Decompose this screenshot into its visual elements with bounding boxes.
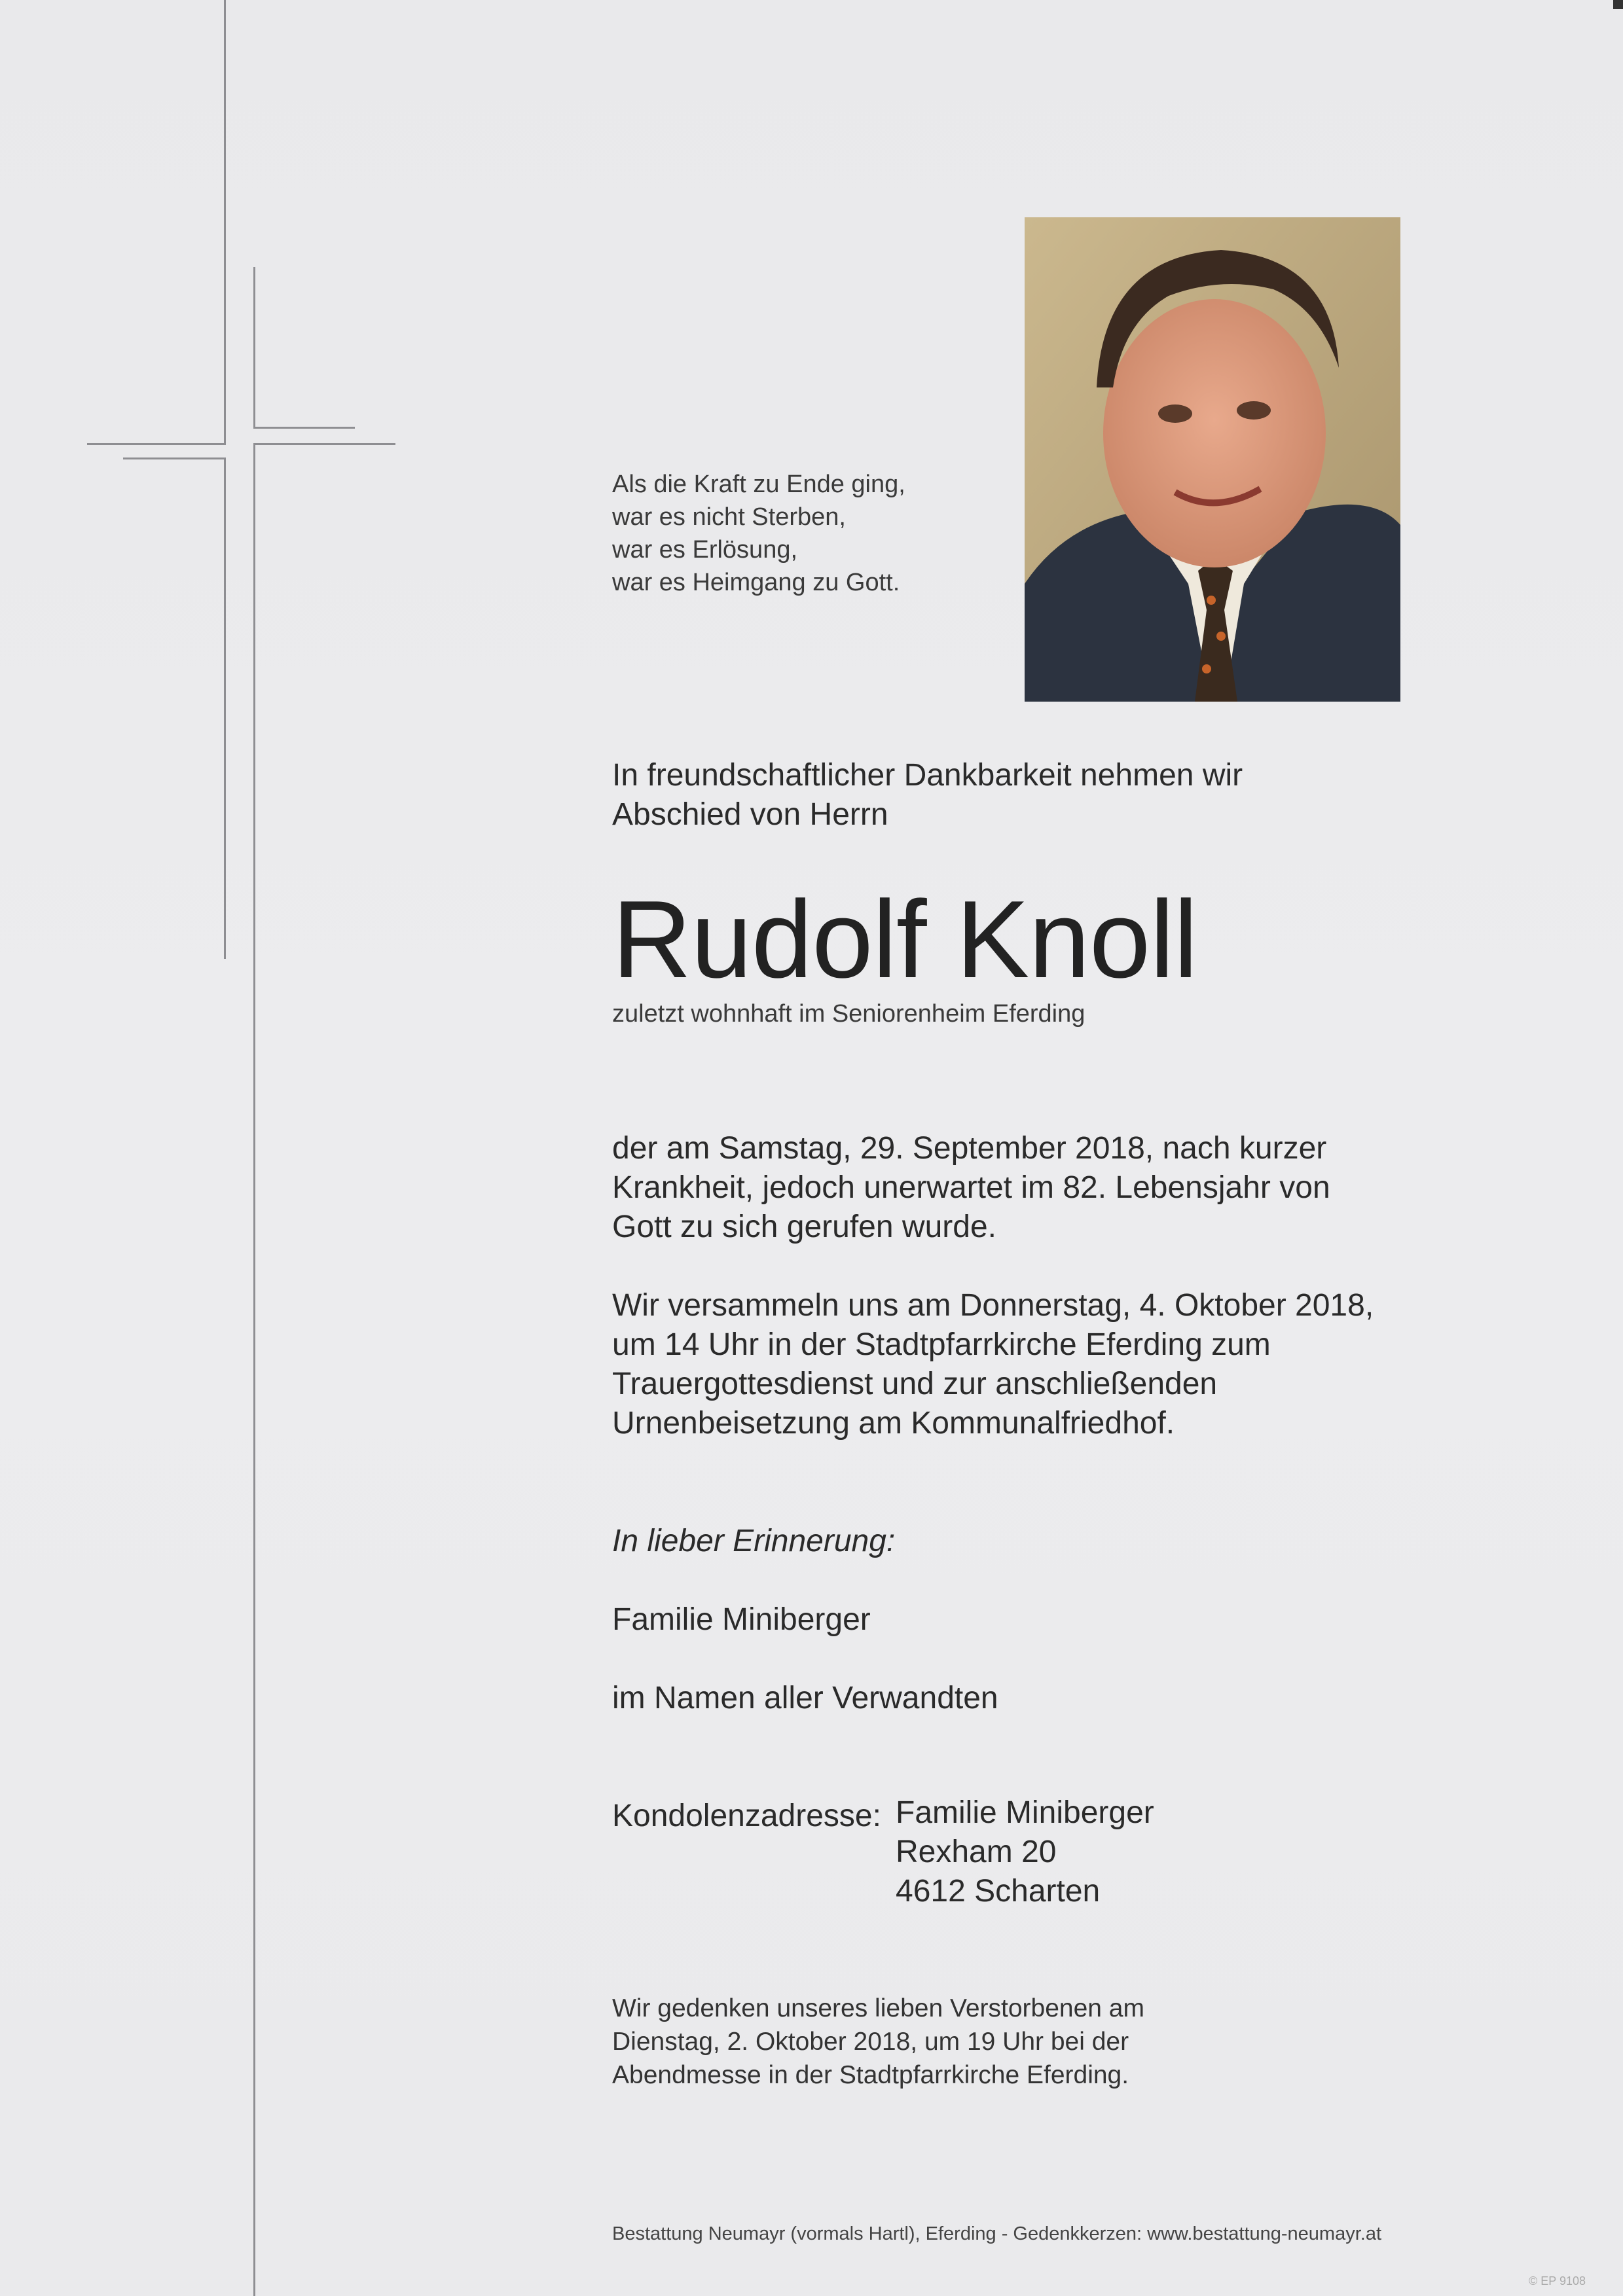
relatives-line: im Namen aller Verwandten [612,1681,998,1715]
death-notice: der am Samstag, 29. September 2018, nach kurzer Krankheit, jedoch unerwartet im 82. Lebensjahr von Gott zu sich gerufen wurde. [612,1131,1330,1244]
corner-mark [1613,0,1623,9]
cross-arm-upper-right [253,427,355,429]
cross-lower-left-vertical [224,457,226,959]
funeral-notice: Wir versammeln uns am Donnerstag, 4. Oktober 2018, um 14 Uhr in der Stadtpfarrkirche Eferding zum Trauergottesdienst und zur anschließenden Urnenbeisetzung am Kommunalfriedhof. [612,1288,1374,1441]
memory-heading: In lieber Erinnerung: [612,1524,896,1558]
portrait-photo [1025,217,1400,702]
condolence-label: Kondolenzadresse: [612,1799,881,1833]
poem-verse: Als die Kraft zu Ende ging, war es nicht Sterben, war es Erlösung, war es Heimgang zu Gott. [612,471,905,596]
deceased-name: Rudolf Knoll [612,878,1197,1001]
residence-line: zuletzt wohnhaft im Seniorenheim Eferding [612,1000,1085,1028]
intro-text: In freundschaftlicher Dankbarkeit nehmen wir Abschied von Herrn [612,758,1243,832]
family-name: Familie Miniberger [612,1602,871,1637]
cross-arm-lower-left [123,457,226,459]
memorial-mass-notice: Wir gedenken unseres lieben Verstorbenen am Dienstag, 2. Oktober 2018, um 19 Uhr bei der Abendmesse in der Stadtpfarrkirche Eferding. [612,1994,1144,2089]
funeral-home-footer: Bestattung Neumayr (vormals Hartl), Eferding - Gedenkkerzen: www.bestattung-neumayr.at [612,2223,1382,2244]
cross-upper-right-vertical [253,267,255,429]
print-code: © EP 9108 [1529,2274,1586,2287]
cross-arm-upper-left [87,443,226,445]
cross-arm-lower-right [253,443,395,445]
condolence-address: Familie Miniberger Rexham 20 4612 Scharten [896,1795,1154,1909]
cross-upper-left-vertical [224,0,226,445]
cross-lower-right-vertical [253,443,255,2296]
